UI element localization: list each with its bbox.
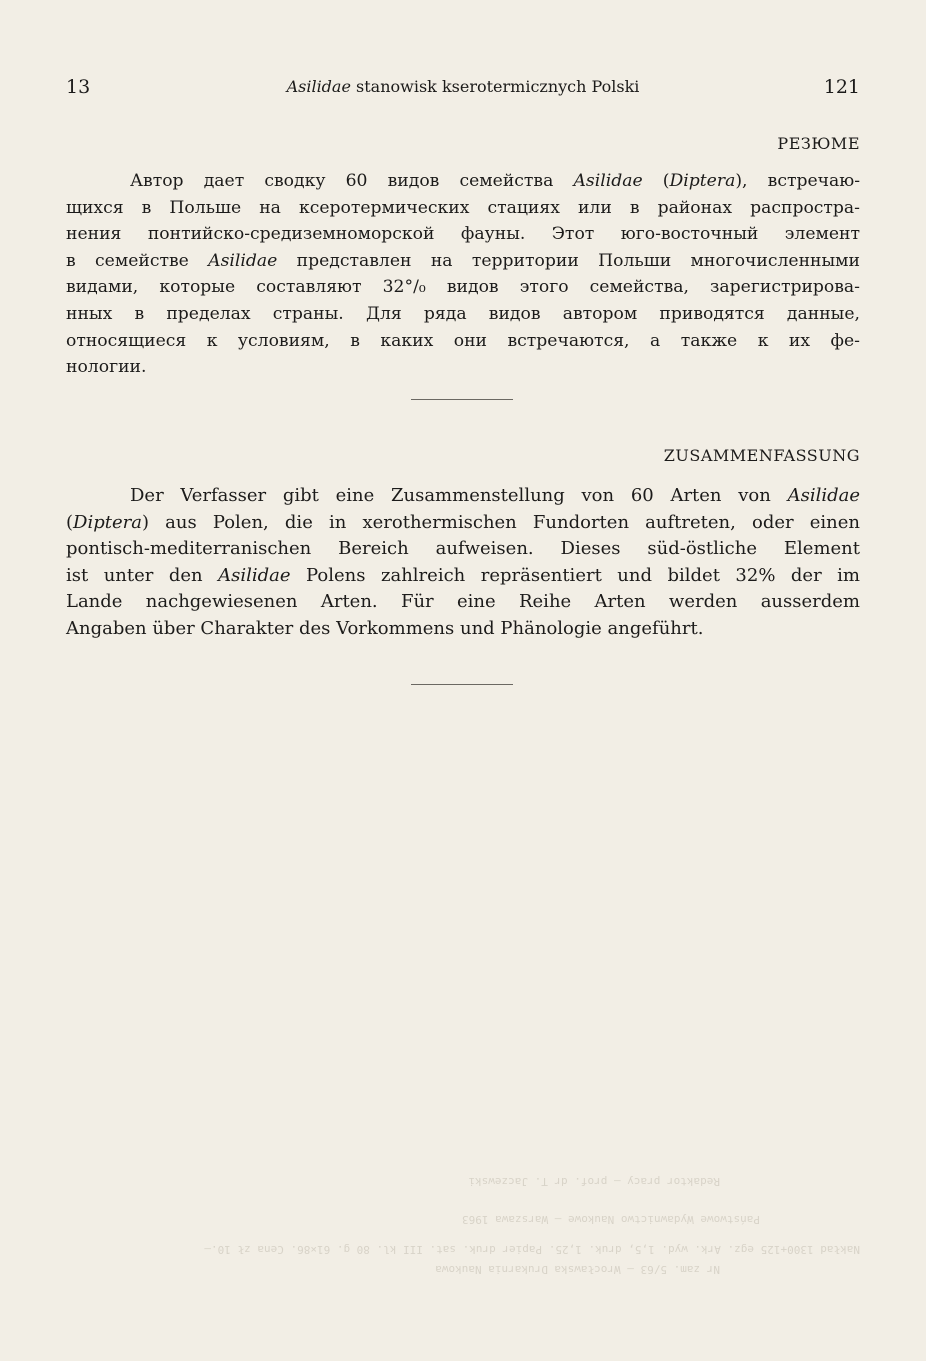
page-number-right: 121 — [823, 76, 860, 98]
end-divider — [411, 684, 513, 685]
resume-paragraph — [66, 168, 860, 381]
text-segment: ) aus Polen, die in xerothermischen Fundorten auftreten, oder einen — [141, 511, 860, 533]
running-head — [66, 76, 860, 100]
text-segment: ( — [66, 511, 74, 533]
text-segment: Der Verfasser gibt eine Zusammenstellung von 60 Arten von — [130, 485, 788, 506]
text-line — [66, 168, 860, 195]
text-segment: Lande nachgewiesenen Arten. Für eine Reihe Arten werden ausserdem — [66, 591, 860, 613]
italic-term: Asilidae — [573, 171, 643, 191]
text-segment: видами, которые составляют 32°/₀ видов этого семейства, зарегистрирова- — [66, 277, 860, 298]
text-segment: нных в пределах страны. Для ряда видов автором приводятся данные, — [66, 303, 860, 324]
text-segment: относящиеся к условиям, в каких они встречаются, а также к их фе- — [66, 330, 860, 351]
text-line — [66, 195, 860, 222]
running-title — [66, 77, 860, 96]
running-title-italic: Asilidae — [286, 77, 351, 96]
text-line — [66, 354, 860, 381]
text-segment: ( — [642, 171, 670, 191]
text-line — [66, 301, 860, 328]
text-segment: ), встречаю- — [735, 171, 861, 191]
text-line — [66, 221, 860, 248]
italic-term: Diptera — [669, 171, 736, 191]
text-line — [66, 536, 860, 563]
text-line — [66, 483, 860, 510]
running-title-rest: stanowisk kserotermicznych Polski — [350, 77, 640, 96]
italic-term: Asilidae — [208, 250, 278, 271]
text-segment: Angaben über Charakter des Vorkommens und Phänologie angeführt. — [66, 617, 704, 639]
section-divider — [411, 399, 513, 400]
text-segment: нения понтийско-средиземноморской фауны. Этот юго-восточный элемент — [66, 224, 860, 245]
text-segment: представлен на территории Польши многочисленными — [277, 250, 860, 271]
resume-heading: РЕЗЮМЕ — [777, 134, 860, 153]
text-segment: ist unter den — [66, 564, 219, 586]
text-line — [66, 563, 860, 590]
text-line — [66, 510, 860, 537]
italic-term: Asilidae — [218, 564, 291, 586]
italic-term: Diptera — [73, 511, 142, 533]
text-segment: в семействе — [66, 250, 209, 271]
text-line — [66, 328, 860, 355]
zusammenfassung-heading: ZUSAMMENFASSUNG — [663, 446, 860, 465]
bleedthrough-line: Nakład 1300+125 egz. Ark. wyd. 1,5, druk. 1,25. Papier druk. sat. III kl. 80 g. 61×86. Cena zł 10.— — [204, 1243, 860, 1256]
text-segment: pontisch-mediterranischen Bereich aufweisen. Dieses süd-östliche Element — [66, 538, 860, 560]
text-line — [66, 274, 860, 301]
page-number-left: 13 — [66, 76, 91, 98]
text-segment: нологии. — [66, 357, 147, 378]
text-segment: Автор дает сводку 60 видов семейства — [130, 171, 574, 191]
zusammenfassung-paragraph — [66, 483, 860, 643]
bleedthrough-line: Państwowe Wydawnictwo Naukowe — Warszawa 1963 — [461, 1213, 760, 1226]
text-line — [66, 589, 860, 616]
text-segment: щихся в Польше на ксеротермических стациях или в районах распростра- — [66, 197, 860, 218]
text-segment: Polens zahlreich repräsentiert und bildet 32% der im — [290, 564, 861, 586]
text-line — [66, 616, 860, 643]
text-line — [66, 248, 860, 275]
bleedthrough-line: Nr zam. 5/63 — Wrocławska Drukarnia Naukowa — [435, 1263, 720, 1276]
bleedthrough-line: Redaktor pracy — prof. dr T. Jaczewski — [468, 1175, 720, 1188]
italic-term: Asilidae — [787, 485, 860, 506]
